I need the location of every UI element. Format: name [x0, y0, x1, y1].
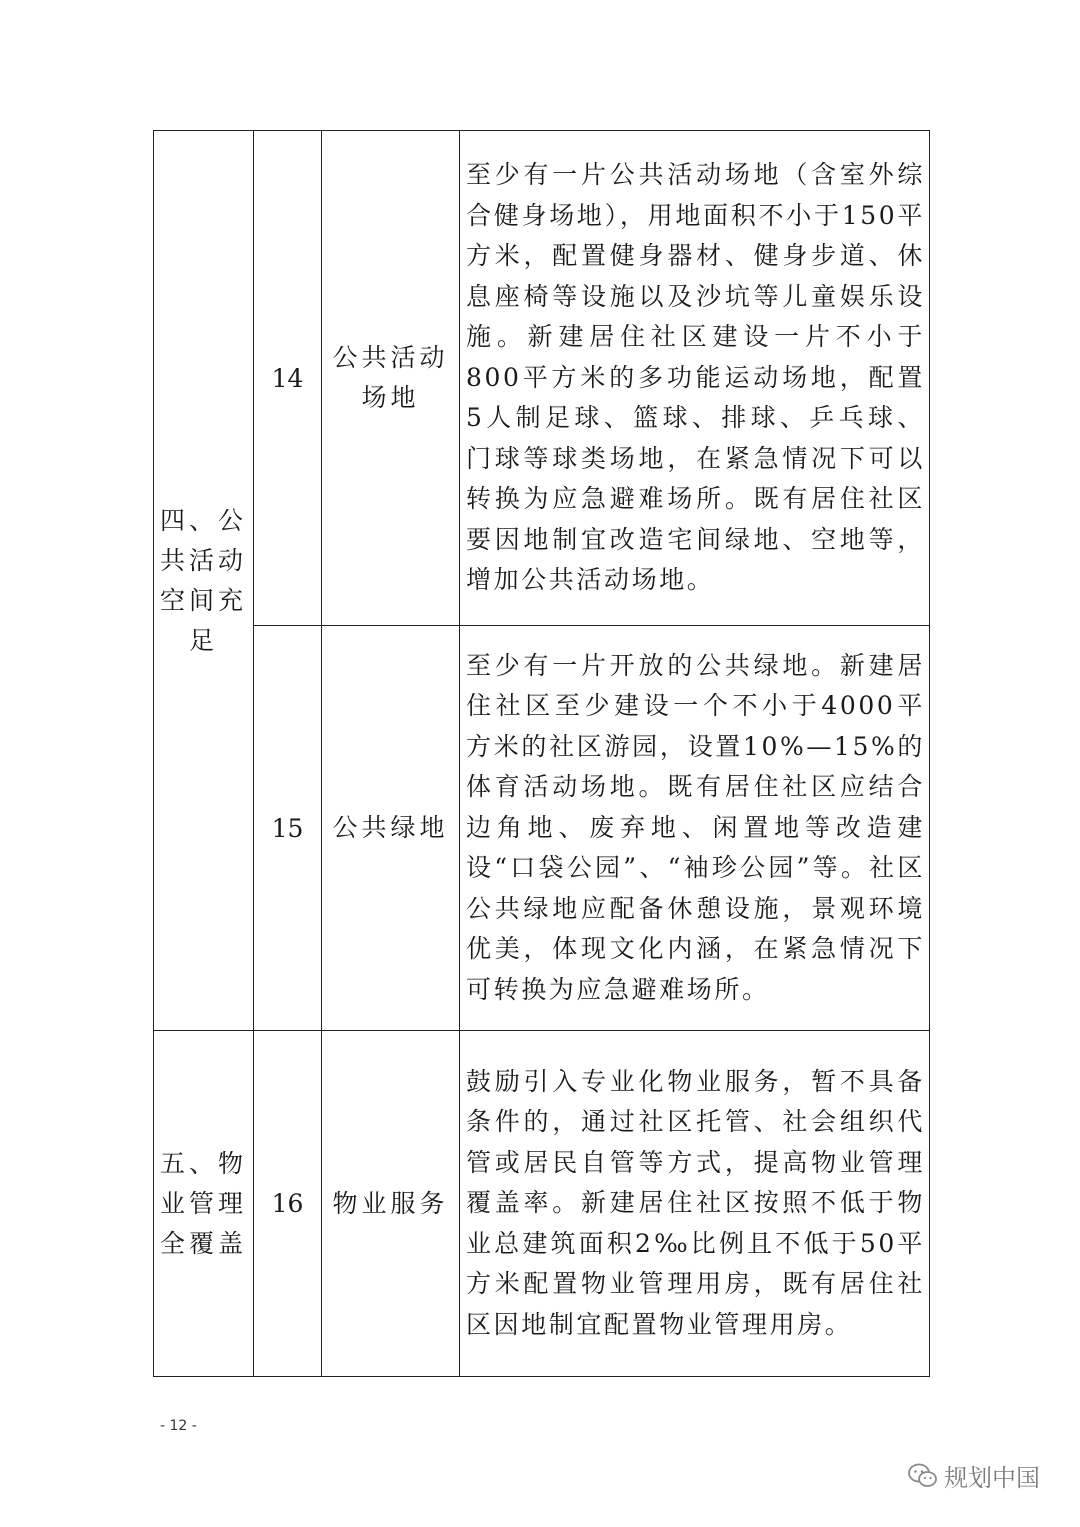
- item-number: 15: [254, 626, 322, 1031]
- wechat-icon: [908, 1463, 938, 1489]
- watermark-text: 规划中国: [944, 1464, 1040, 1492]
- section-cell: 四、公共活动空间充足: [154, 131, 254, 1031]
- table-row: [154, 1031, 930, 1377]
- watermark: [908, 1458, 1040, 1493]
- item-name: 公共绿地: [322, 626, 460, 1031]
- page-number: - 12 -: [160, 1418, 197, 1434]
- item-name: 物业服务: [322, 1031, 460, 1377]
- item-number: 16: [254, 1031, 322, 1377]
- item-description: 至少有一片公共活动场地（含室外综合健身场地），用地面积不小于150平方米，配置健身器材、健身步道、休息座椅等设施以及沙坑等儿童娱乐设施。新建居住社区建设一片不小于800平方米的多功能运动场地，配置5人制足球、篮球、排球、乒乓球、门球等球类场地，在紧急情况下可以转换为应急避难场所。既有居住社区要因地制宜改造宅间绿地、空地等，增加公共活动场地。: [460, 131, 930, 626]
- table-row: [154, 131, 930, 626]
- item-name: 公共活动场地: [322, 131, 460, 626]
- item-description: 鼓励引入专业化物业服务，暂不具备条件的，通过社区托管、社会组织代管或居民自管等方式，提高物业管理覆盖率。新建居住社区按照不低于物业总建筑面积2‰比例且不低于50平方米配置物业管理用房，既有居住社区因地制宜配置物业管理用房。: [460, 1031, 930, 1377]
- section-cell: 五、物业管理全覆盖: [154, 1031, 254, 1377]
- standards-table: [153, 130, 930, 1377]
- table-row: [154, 626, 930, 1031]
- item-number: 14: [254, 131, 322, 626]
- item-description: 至少有一片开放的公共绿地。新建居住社区至少建设一个不小于4000平方米的社区游园，设置10%—15%的体育活动场地。既有居住社区应结合边角地、废弃地、闲置地等改造建设“口袋公园”、“袖珍公园”等。社区公共绿地应配备休憩设施，景观环境优美，体现文化内涵，在紧急情况下可转换为应急避难场所。: [460, 626, 930, 1031]
